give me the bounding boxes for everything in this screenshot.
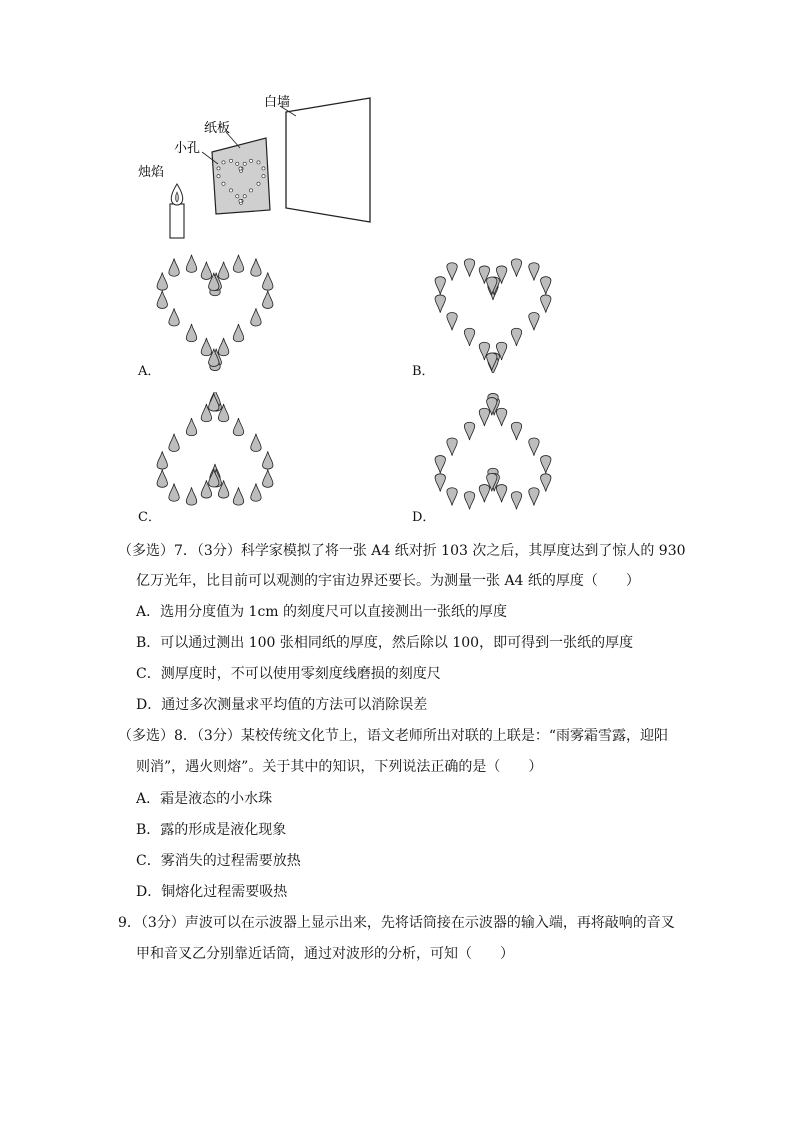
- q8-choice-a: A．霜是液态的小水珠: [136, 791, 273, 807]
- option-c-figure: [150, 392, 280, 522]
- flame-image: [541, 277, 551, 295]
- hole: [236, 195, 239, 198]
- flame-image: [541, 474, 551, 492]
- q9-stem-line-2: 甲和音叉乙分别靠近话筒，通过对波形的分析，可知（ ）: [136, 946, 514, 962]
- q8-choice-c: C．雾消失的过程需要放热: [136, 853, 301, 869]
- flame-image: [263, 272, 273, 290]
- hole-label: 小孔: [174, 141, 201, 156]
- hole: [257, 182, 260, 185]
- q8-choice-d: D．铜熔化过程需要吸热: [136, 884, 288, 900]
- flame-image: [529, 263, 539, 281]
- q7-choice-d: D．通过多次测量求平均值的方法可以消除误差: [136, 697, 428, 713]
- flame-image: [263, 470, 273, 488]
- option-c-label: C．: [138, 510, 161, 525]
- flame-image: [233, 487, 243, 505]
- flame-image: [218, 262, 228, 280]
- option-d-figure: [428, 392, 558, 522]
- flame-image: [435, 474, 445, 492]
- flame-image: [464, 328, 474, 346]
- flame-image: [201, 262, 211, 280]
- hole: [239, 167, 242, 170]
- flame-image: [157, 470, 167, 488]
- option-b-label: B．: [412, 364, 435, 379]
- hole: [262, 175, 265, 178]
- hole: [262, 167, 265, 170]
- flame-image: [529, 313, 539, 331]
- q7-choice-b: B．可以通过测出 100 张相同纸的厚度，然后除以 100，即可得到一张纸的厚度: [136, 635, 634, 651]
- flame-image: [251, 308, 261, 326]
- flame-image: [435, 456, 445, 474]
- flame-image: [447, 488, 457, 506]
- flame-image: [529, 438, 539, 456]
- hole: [249, 189, 252, 192]
- flame-image: [435, 295, 445, 313]
- hole: [243, 195, 246, 198]
- hole: [222, 182, 225, 185]
- flame-image: [447, 438, 457, 456]
- hole: [236, 162, 239, 165]
- flame-image: [218, 338, 228, 356]
- flame-image: [251, 258, 261, 276]
- flame-image: [529, 488, 539, 506]
- flame-image: [479, 485, 489, 503]
- hole: [243, 162, 246, 165]
- q7-stem-line-1: （多选）7．（3分）科学家模拟了将一张 A4 纸对折 103 次之后，其厚度达到了惊人的 930: [118, 543, 686, 559]
- hole: [217, 175, 220, 178]
- flame-image: [464, 492, 474, 510]
- flame-image: [464, 259, 474, 277]
- hole: [217, 167, 220, 170]
- flame-image: [169, 308, 179, 326]
- q7-choice-a: A．选用分度值为 1cm 的刻度尺可以直接测出一张纸的厚度: [136, 604, 508, 620]
- flame-image: [186, 324, 196, 342]
- option-a-label: A．: [138, 364, 161, 379]
- flame-image: [157, 451, 167, 469]
- flame-image: [201, 338, 211, 356]
- flame-label: 烛焰: [138, 165, 165, 180]
- cardboard-label: 纸板: [204, 121, 231, 136]
- flame-image: [496, 485, 506, 503]
- flame-image: [233, 324, 243, 342]
- flame-image: [169, 434, 179, 452]
- candle: [170, 204, 184, 238]
- q8-stem-line-2: 则消”，遇火则熔”。关于其中的知识，下列说法正确的是（ ）: [136, 759, 543, 775]
- flame-image: [435, 277, 445, 295]
- flame-image: [186, 255, 196, 273]
- flame-image: [541, 456, 551, 474]
- flame-image: [169, 258, 179, 276]
- flame-image: [511, 328, 521, 346]
- flame-image: [263, 291, 273, 309]
- wall-label: 白墙: [264, 95, 291, 110]
- flame-image: [169, 484, 179, 502]
- hole: [239, 199, 242, 202]
- flame-image: [496, 408, 506, 426]
- q7-stem-line-2: 亿万光年，比目前可以观测的宇宙边界还要长。为测量一张 A4 纸的厚度（ ）: [136, 573, 640, 589]
- white-wall: [286, 98, 370, 222]
- flame-image: [186, 418, 196, 436]
- flame-image: [233, 418, 243, 436]
- flame-image: [233, 255, 243, 273]
- flame-image: [511, 492, 521, 510]
- flame-image: [464, 422, 474, 440]
- flame-image: [251, 434, 261, 452]
- flame-image: [447, 263, 457, 281]
- option-d-label: D．: [412, 510, 436, 525]
- q8-stem-line-1: （多选）8．（3分）某校传统文化节上，语文老师所出对联的上联是：“雨雾霜雪露，迎阳: [118, 728, 668, 744]
- hole: [222, 161, 225, 164]
- q8-choice-b: B．露的形成是液化现象: [136, 822, 287, 838]
- hole: [229, 189, 232, 192]
- flame-image: [479, 408, 489, 426]
- flame-image: [511, 259, 521, 277]
- hole: [249, 159, 252, 162]
- hole: [229, 159, 232, 162]
- flame-image: [157, 291, 167, 309]
- flame-image: [186, 487, 196, 505]
- hole: [257, 161, 260, 164]
- q7-choice-c: C．测厚度时，不可以使用零刻度线磨损的刻度尺: [136, 666, 441, 682]
- flame-image: [541, 295, 551, 313]
- pinhole-setup-diagram: [120, 90, 390, 250]
- flame-image: [263, 451, 273, 469]
- option-a-figure: [150, 248, 280, 373]
- flame-image: [511, 422, 521, 440]
- flame-image: [251, 484, 261, 502]
- flame-image: [157, 272, 167, 290]
- flame-image: [447, 313, 457, 331]
- q9-stem-line-1: 9．（3分）声波可以在示波器上显示出来，先将话筒接在示波器的输入端，再将敲响的音叉: [118, 915, 675, 931]
- option-b-figure: [428, 248, 558, 373]
